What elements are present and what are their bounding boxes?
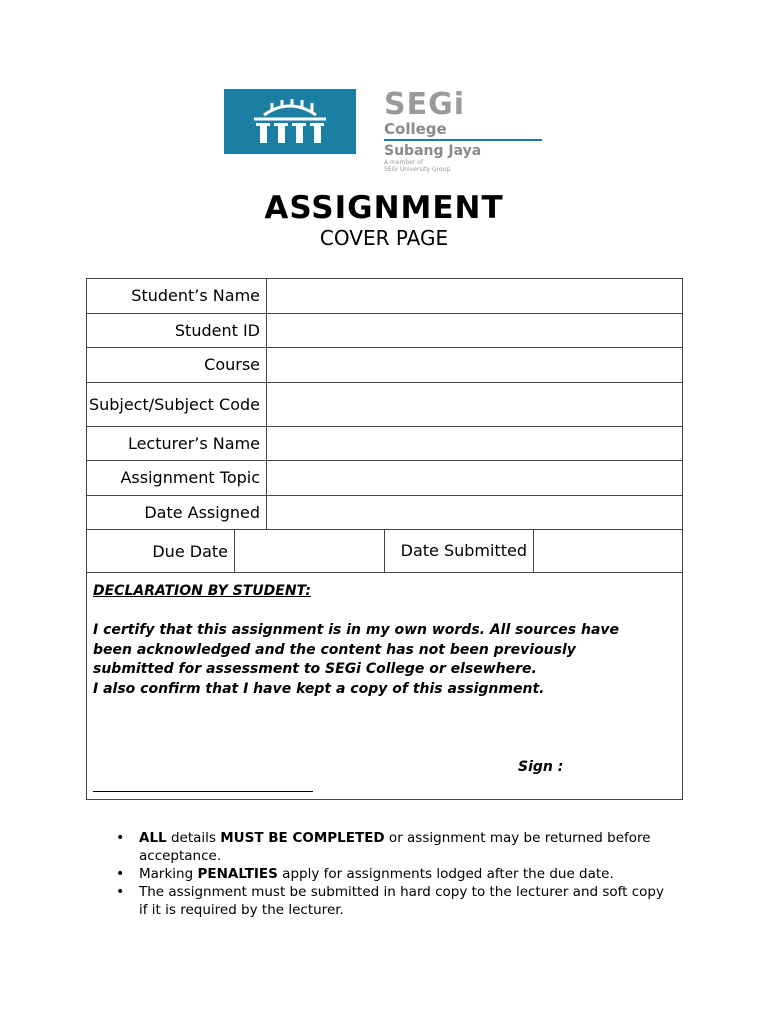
due-date-field[interactable]: [235, 530, 385, 572]
note-text: Marking: [139, 866, 198, 882]
date-assigned-field[interactable]: [267, 496, 682, 529]
note-text: apply for assignments lodged after the due date.: [277, 866, 614, 882]
note-text: details: [166, 830, 221, 846]
declaration-body: [93, 621, 653, 699]
logo-member-line2: SEGi University Group: [384, 166, 451, 173]
row-course: [87, 348, 682, 383]
logo-member-line1: A member of: [384, 159, 424, 166]
cover-form-table: [86, 278, 683, 800]
row-student-name: [87, 279, 682, 314]
emphasis-text: MUST BE COMPLETED: [220, 830, 385, 846]
sign-label: Sign :: [518, 759, 564, 775]
page-title: ASSIGNMENT: [264, 190, 504, 226]
row-subject-code: [87, 383, 682, 427]
note-text: The assignment must be submitted in hard copy to the lecturer and soft copy if it is required by the lecturer.: [139, 884, 664, 918]
row-date-assigned: [87, 496, 682, 530]
declaration-section: [87, 573, 682, 799]
instructions-list: [116, 829, 676, 919]
logo-brand: SEGi: [384, 87, 466, 122]
page-subtitle: COVER PAGE: [319, 226, 449, 250]
student-id-label: Student ID: [87, 314, 267, 347]
student-name-label: Student’s Name: [87, 279, 267, 313]
row-due-date: [87, 530, 682, 573]
emphasis-text: ALL: [139, 830, 167, 846]
logo-wordmark: [384, 89, 542, 173]
subject-code-field[interactable]: [267, 383, 682, 426]
row-assignment-topic: [87, 461, 682, 496]
subject-code-label: Subject/Subject Code: [87, 383, 267, 426]
emphasis-text: PENALTIES: [197, 866, 278, 882]
declaration-heading: DECLARATION BY STUDENT:: [93, 583, 311, 599]
list-item: [116, 865, 676, 883]
building-logo-icon: [224, 89, 356, 154]
segi-logo: [224, 89, 554, 177]
logo-campus: Subang Jaya: [384, 143, 482, 159]
assignment-topic-label: Assignment Topic: [87, 461, 267, 495]
course-field[interactable]: [267, 348, 682, 382]
student-name-field[interactable]: [267, 279, 682, 313]
declaration-paragraph: I also confirm that I have kept a copy of this assignment.: [93, 680, 545, 697]
date-submitted-field[interactable]: [534, 530, 682, 572]
declaration-paragraph: I certify that this assignment is in my own words. All sources have been acknowledged and the content has not been previously submitted for assessment to SEGi College or elsewhere.: [93, 622, 620, 677]
student-id-field[interactable]: [267, 314, 682, 347]
assignment-topic-field[interactable]: [267, 461, 682, 495]
signature-line[interactable]: [93, 791, 313, 792]
row-lecturer-name: [87, 427, 682, 461]
course-label: Course: [87, 348, 267, 382]
lecturer-name-field[interactable]: [267, 427, 682, 460]
logo-divider: [384, 139, 542, 141]
logo-college: College: [384, 120, 447, 138]
due-date-label: Due Date: [87, 530, 235, 572]
list-item: [116, 883, 676, 919]
note-text: or assignment may be returned before acceptance.: [139, 830, 651, 864]
list-item: [116, 829, 676, 865]
date-submitted-label: Date Submitted: [385, 530, 534, 572]
lecturer-name-label: Lecturer’s Name: [87, 427, 267, 460]
row-student-id: [87, 314, 682, 348]
date-assigned-label: Date Assigned: [87, 496, 267, 529]
